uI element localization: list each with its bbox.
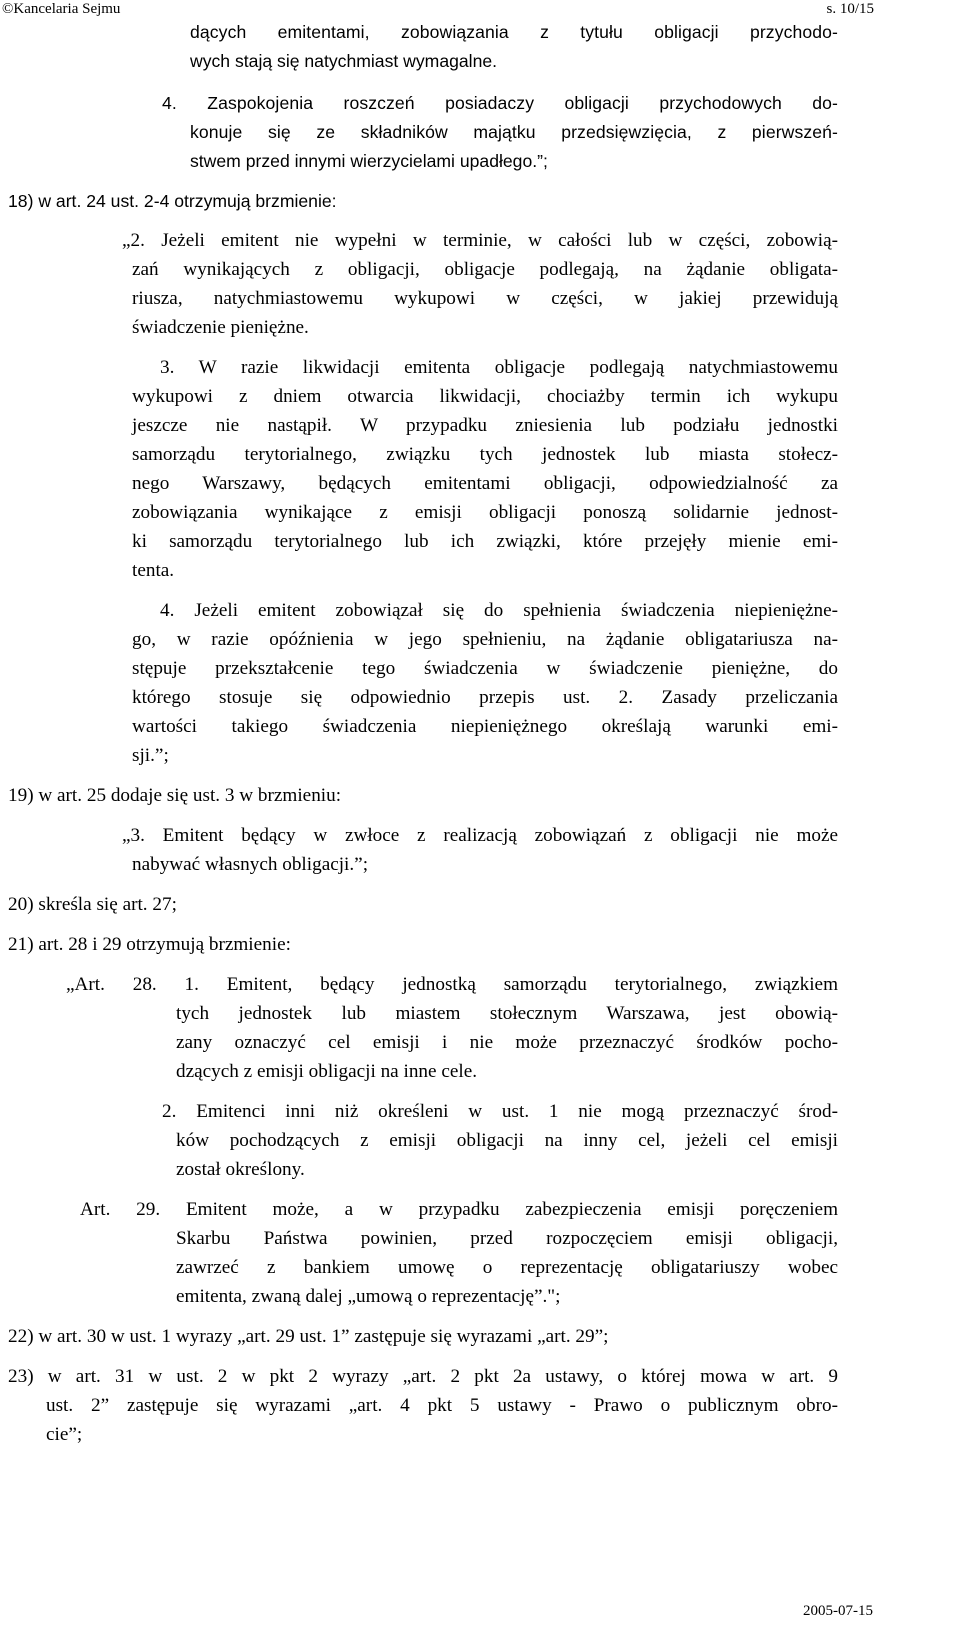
text-line: sji.”;	[132, 745, 169, 766]
text-line: Skarbu Państwa powinien, przed rozpoczęciem emisji obligacji,	[176, 1228, 838, 1249]
text-line: którego stosuje się odpowiednio przepis ust. 2. Zasady przeliczania	[132, 687, 838, 708]
text-line: 4. Zaspokojenia roszczeń posiadaczy obligacji przychodowych do-	[162, 93, 838, 113]
text-line: konuje się ze składników majątku przedsięwzięcia, z pierwszeń-	[190, 122, 838, 142]
text-line: ust. 2” zastępuje się wyrazami „art. 4 pkt 5 ustawy - Prawo o publicznym obro-	[46, 1395, 838, 1416]
text-line: 22) w art. 30 w ust. 1 wyrazy „art. 29 ust. 1” zastępuje się wyrazami „art. 29”;	[8, 1326, 609, 1347]
text-line: go, w razie opóźnienia w jego spełnieniu, na żądanie obligatariusza na-	[132, 629, 838, 650]
text-line: wykupowi z dniem otwarcia likwidacji, chociażby termin ich wykupu	[132, 386, 838, 407]
text-line: tych jednostek lub miastem stołecznym Warszawa, jest obowią-	[176, 1003, 838, 1024]
text-line: dzących z emisji obligacji na inne cele.	[176, 1061, 478, 1082]
text-line: 20) skreśla się art. 27;	[8, 894, 177, 915]
text-line: „2. Jeżeli emitent nie wypełni w terminie, w całości lub w części, zobowią-	[122, 230, 838, 251]
text-line: emitenta, zwaną dalej „umową o reprezentację”.";	[176, 1286, 561, 1307]
header-copyright: ©Kancelaria Sejmu	[2, 1, 121, 17]
text-line: stępuje przekształcenie tego świadczenia w świadczenie pieniężne, do	[132, 658, 838, 679]
text-line: zobowiązania wynikające z emisji obligacji ponoszą solidarnie jednost-	[132, 502, 838, 523]
text-line: został określony.	[176, 1159, 305, 1180]
text-line: 4. Jeżeli emitent zobowiązał się do spełnienia świadczenia niepieniężne-	[160, 600, 838, 621]
text-line: zany oznaczyć cel emisji i nie może przeznaczyć środków pocho-	[176, 1032, 838, 1053]
text-line: 3. W razie likwidacji emitenta obligacje podlegają natychmiastowemu	[160, 357, 838, 378]
text-line: wartości takiego świadczenia niepieniężnego określają warunki emi-	[132, 716, 838, 737]
text-line: 21) art. 28 i 29 otrzymują brzmienie:	[8, 934, 291, 955]
text-line: riusza, natychmiastowemu wykupowi w części, w jakiej przewidują	[132, 288, 838, 309]
text-line: stwem przed innymi wierzycielami upadłego.”;	[190, 151, 548, 171]
text-line: 18) w art. 24 ust. 2-4 otrzymują brzmienie:	[8, 191, 337, 211]
text-line: zań wynikających z obligacji, obligacje podlegają, na żądanie obligata-	[132, 259, 838, 280]
text-line: nabywać własnych obligacji.”;	[132, 854, 369, 875]
text-line: ków pochodzących z emisji obligacji na inny cel, jeżeli cel emisji	[176, 1130, 838, 1151]
text-line: cie”;	[46, 1424, 83, 1445]
text-line: wych stają się natychmiast wymagalne.	[190, 51, 498, 71]
text-line: zawrzeć z bankiem umowę o reprezentację obligatariuszy wobec	[176, 1257, 838, 1278]
text-line: ki samorządu terytorialnego lub ich związki, które przejęły mienie emi-	[132, 531, 838, 552]
text-line: samorządu terytorialnego, związku tych jednostek lub miasta stołecz-	[132, 444, 838, 465]
text-line: jeszcze nie nastąpił. W przypadku zniesienia lub podziału jednostki	[132, 415, 838, 436]
text-line: Art. 29. Emitent może, a w przypadku zabezpieczenia emisji poręczeniem	[80, 1199, 838, 1220]
text-line: „3. Emitent będący w zwłoce z realizacją zobowiązań z obligacji nie może	[122, 825, 838, 846]
text-line: 2. Emitenci inni niż określeni w ust. 1 nie mogą przeznaczyć środ-	[162, 1101, 838, 1122]
text-line: nego Warszawy, będących emitentami obligacji, odpowiedzialność za	[132, 473, 838, 494]
text-line: 19) w art. 25 dodaje się ust. 3 w brzmieniu:	[8, 785, 342, 806]
text-line: „Art. 28. 1. Emitent, będący jednostką samorządu terytorialnego, związkiem	[66, 974, 838, 995]
text-line: dących emitentami, zobowiązania z tytułu obligacji przychodo-	[190, 22, 838, 42]
footer-date: 2005-07-15	[803, 1603, 873, 1619]
header-page-number: s. 10/15	[826, 1, 874, 17]
text-line: 23) w art. 31 w ust. 2 w pkt 2 wyrazy „art. 2 pkt 2a ustawy, o której mowa w art. 9	[8, 1366, 838, 1387]
text-line: tenta.	[132, 560, 175, 581]
text-line: świadczenie pieniężne.	[132, 317, 309, 338]
